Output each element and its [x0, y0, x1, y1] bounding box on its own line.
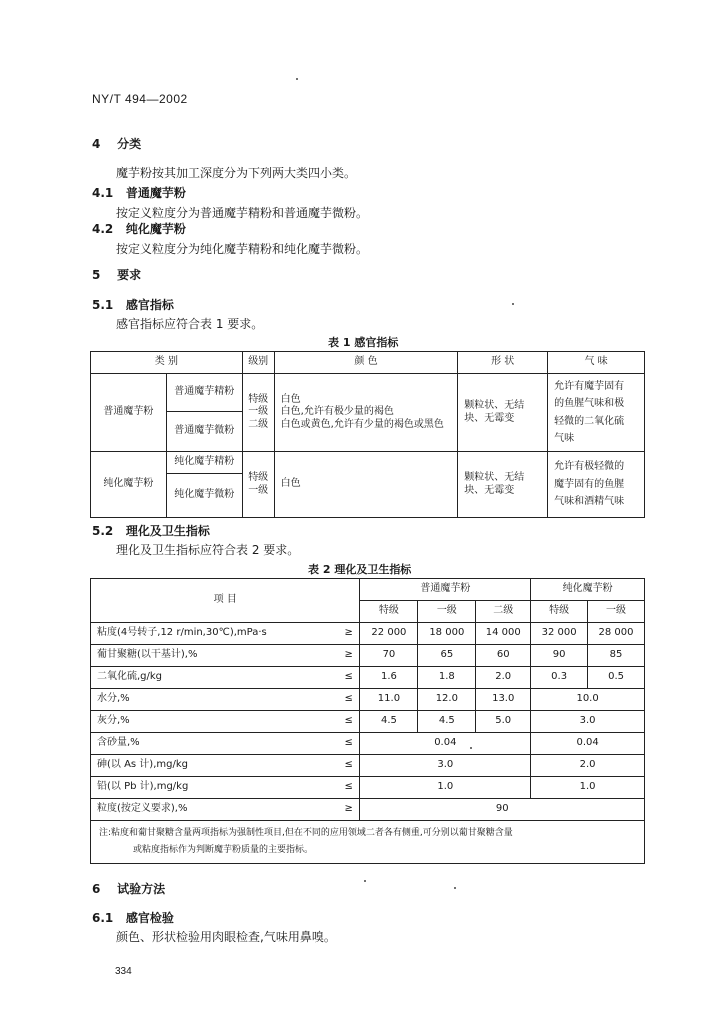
header-grade: 特级: [360, 601, 418, 623]
value-cell: 4.5: [418, 711, 476, 733]
value-cell: 18 000: [418, 623, 476, 645]
grade: 二级: [248, 418, 269, 430]
value-cell: 12.0: [418, 689, 476, 711]
value-cell: 0.04: [531, 733, 645, 755]
color-cell: 白色: [274, 452, 458, 518]
shape-cell: [458, 374, 548, 452]
value-cell: 0.5: [588, 667, 645, 689]
table-row: [91, 755, 645, 777]
section-number: 4.1: [92, 186, 114, 200]
table-row: [91, 667, 645, 689]
section-5-1-heading: [92, 296, 174, 313]
section-6-heading: [92, 880, 165, 897]
smell-value: 气味: [554, 433, 575, 444]
section-4-2-heading: [92, 220, 186, 237]
item-cell: 葡甘聚糖(以干基计),%: [91, 645, 339, 667]
value-cell: 1.8: [418, 667, 476, 689]
section-6-1-heading: [92, 909, 174, 926]
value-cell: 11.0: [360, 689, 418, 711]
comparator-cell: ≥: [338, 623, 360, 645]
color-value: 白色,允许有极少量的褐色: [280, 406, 394, 418]
table-1-caption: 表 1 感官指标: [328, 336, 399, 349]
sensory-table: [90, 351, 645, 518]
item-cell: 铅(以 Pb 计),mg/kg: [91, 777, 339, 799]
value-cell: 1.6: [360, 667, 418, 689]
table-row: [91, 733, 645, 755]
header-item: 项 目: [91, 579, 360, 623]
table-row: [91, 689, 645, 711]
table-note: [91, 821, 645, 864]
section-title: 分类: [117, 137, 142, 151]
item-cell: 粘度(4号转子,12 r/min,30℃),mPa·s: [91, 623, 339, 645]
value-cell: 0.04: [360, 733, 531, 755]
section-4-1-text: 按定义粒度分为普通魔芋精粉和普通魔芋微粉。: [116, 206, 369, 220]
scan-speck: [470, 747, 472, 749]
header-grade: 一级: [588, 601, 645, 623]
value-cell: 3.0: [360, 755, 531, 777]
shape-value: 块、无霉变: [464, 412, 515, 424]
note-line: 或粘度指标作为判断魔芋粉质量的主要指标。: [133, 845, 314, 856]
section-4-heading: [92, 135, 141, 152]
grade: 特级: [248, 393, 269, 405]
table-row: [91, 799, 645, 821]
smell-value: 允许有极轻微的: [554, 461, 625, 473]
grade-cell: [242, 452, 274, 518]
grade: 一级: [248, 406, 269, 418]
header-grade: 二级: [476, 601, 531, 623]
scan-speck: [454, 887, 456, 889]
smell-value: 的鱼腥气味和极: [554, 398, 625, 409]
scan-speck: [296, 78, 298, 80]
comparator-cell: ≥: [338, 645, 360, 667]
item-cell: 灰分,%: [91, 711, 339, 733]
comparator-cell: ≤: [338, 777, 360, 799]
value-cell: 1.0: [531, 777, 645, 799]
color-cell: [274, 374, 458, 452]
smell-cell: [548, 374, 645, 452]
header-category: 类 别: [91, 352, 243, 374]
category-cell: 普通魔芋粉: [91, 374, 167, 452]
section-title: 普通魔芋粉: [125, 186, 186, 200]
section-4-2-text: 按定义粒度分为纯化魔芋精粉和纯化魔芋微粉。: [116, 242, 369, 256]
table-row: [91, 777, 645, 799]
item-cell: 二氧化硫,g/kg: [91, 667, 339, 689]
value-cell: 60: [476, 645, 531, 667]
section-title: 要求: [117, 268, 142, 282]
table-2-caption: 表 2 理化及卫生指标: [308, 563, 412, 576]
value-cell: 4.5: [360, 711, 418, 733]
standard-number: NY/T 494—2002: [92, 92, 188, 106]
section-title: 纯化魔芋粉: [125, 222, 186, 236]
smell-value: 轻微的二氧化硫: [554, 415, 625, 427]
comparator-cell: ≤: [338, 667, 360, 689]
scan-speck: [364, 880, 366, 882]
subcategory-cell: 普通魔芋精粉: [166, 374, 242, 412]
grade: 一级: [248, 484, 269, 496]
table-row: [91, 623, 645, 645]
section-title: 理化及卫生指标: [125, 524, 210, 538]
section-number: 6.1: [92, 911, 114, 925]
section-6-1-text: 颜色、形状检验用肉眼检查,气味用鼻嗅。: [116, 930, 336, 944]
header-smell: 气 味: [548, 352, 645, 374]
subcategory-cell: 纯化魔芋精粉: [166, 452, 242, 474]
section-4-intro: 魔芋粉按其加工深度分为下列两大类四小类。: [116, 166, 357, 180]
note-line: 注:粘度和葡甘聚糖含量两项指标为强制性项目,但在不同的应用领域二者各有侧重,可分别以葡甘聚糖含量: [99, 828, 513, 838]
value-cell: 85: [588, 645, 645, 667]
color-value: 白色: [280, 393, 301, 405]
section-number: 5.2: [92, 524, 114, 538]
grade: 特级: [248, 472, 269, 483]
header-grade: 一级: [418, 601, 476, 623]
page-number: 334: [115, 966, 132, 977]
comparator-cell: ≤: [338, 689, 360, 711]
smell-value: 魔芋固有的鱼腥: [554, 478, 625, 490]
value-cell: 2.0: [531, 755, 645, 777]
scan-speck: [512, 303, 514, 305]
table-note-row: [91, 821, 645, 864]
section-number: 5: [92, 268, 101, 282]
table-row: [91, 645, 645, 667]
value-cell: 14 000: [476, 623, 531, 645]
shape-value: 颗粒状、无结: [464, 472, 525, 483]
smell-value: 气味和酒精气味: [554, 496, 625, 508]
table-header-row: [91, 352, 645, 374]
section-5-1-text: 感官指标应符合表 1 要求。: [116, 317, 264, 331]
smell-value: 允许有魔芋固有: [554, 380, 625, 392]
section-number: 4.2: [92, 222, 114, 236]
header-purified: 纯化魔芋粉: [531, 579, 645, 601]
value-cell: 22 000: [360, 623, 418, 645]
section-title: 感官指标: [125, 298, 174, 312]
value-cell: 3.0: [531, 711, 645, 733]
value-cell: 32 000: [531, 623, 588, 645]
value-cell: 0.3: [531, 667, 588, 689]
shape-value: 块、无霉变: [464, 484, 515, 496]
smell-cell: [548, 452, 645, 518]
subcategory-cell: 纯化魔芋微粉: [166, 474, 242, 518]
section-5-heading: [92, 266, 141, 283]
section-title: 试验方法: [117, 882, 166, 896]
header-shape: 形 状: [458, 352, 548, 374]
value-cell: 28 000: [588, 623, 645, 645]
item-cell: 砷(以 As 计),mg/kg: [91, 755, 339, 777]
value-cell: 90: [531, 645, 588, 667]
physicochemical-table: [90, 578, 645, 864]
value-cell: 10.0: [531, 689, 645, 711]
value-cell: 65: [418, 645, 476, 667]
item-cell: 水分,%: [91, 689, 339, 711]
item-cell: 含砂量,%: [91, 733, 339, 755]
table-row: [91, 374, 645, 412]
value-cell: 90: [360, 799, 645, 821]
grade-cell: [242, 374, 274, 452]
value-cell: 13.0: [476, 689, 531, 711]
comparator-cell: ≤: [338, 755, 360, 777]
section-number: 5.1: [92, 298, 114, 312]
value-cell: 2.0: [476, 667, 531, 689]
table-row: [91, 452, 645, 474]
comparator-cell: ≤: [338, 733, 360, 755]
section-number: 4: [92, 137, 101, 151]
header-color: 颜 色: [274, 352, 458, 374]
section-title: 感官检验: [125, 911, 174, 925]
header-ordinary: 普通魔芋粉: [360, 579, 531, 601]
value-cell: 5.0: [476, 711, 531, 733]
comparator-cell: ≤: [338, 711, 360, 733]
section-5-2-heading: [92, 522, 210, 539]
header-grade: 特级: [531, 601, 588, 623]
section-5-2-text: 理化及卫生指标应符合表 2 要求。: [116, 543, 300, 557]
category-cell: 纯化魔芋粉: [91, 452, 167, 518]
section-number: 6: [92, 882, 101, 896]
item-cell: 粒度(按定义要求),%: [91, 799, 339, 821]
color-value: 白色或黄色,允许有少量的褐色或黑色: [280, 418, 444, 430]
table-header-row: [91, 579, 645, 601]
header-grade: 级别: [242, 352, 274, 374]
section-4-1-heading: [92, 184, 186, 201]
value-cell: 1.0: [360, 777, 531, 799]
table-row: [91, 711, 645, 733]
shape-value: 颗粒状、无结: [464, 400, 525, 411]
value-cell: 70: [360, 645, 418, 667]
shape-cell: [458, 452, 548, 518]
comparator-cell: ≥: [338, 799, 360, 821]
subcategory-cell: 普通魔芋微粉: [166, 412, 242, 452]
